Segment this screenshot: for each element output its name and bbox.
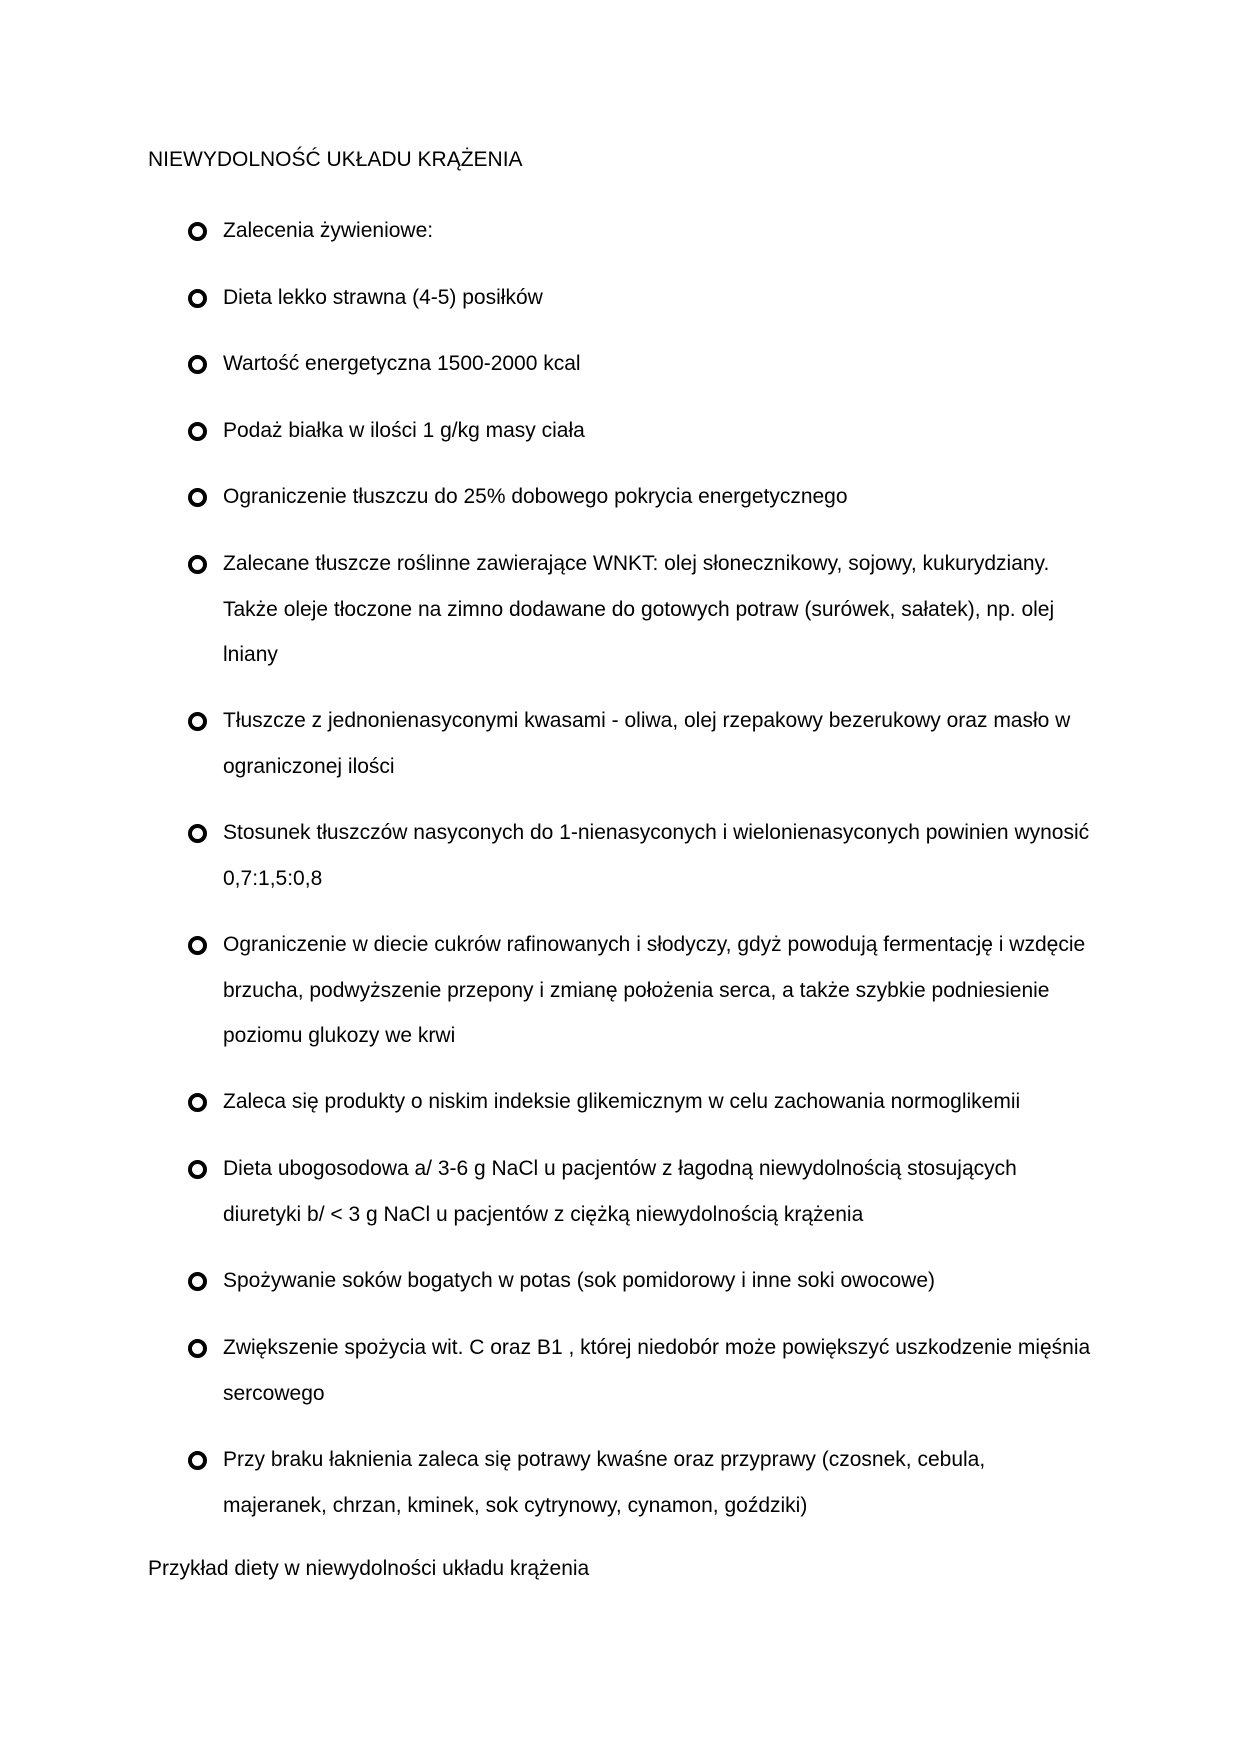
- bullet-icon: [188, 1451, 207, 1470]
- list-item-text: Dieta ubogosodowa a/ 3-6 g NaCl u pacjentów z łagodną niewydolnością stosujących diuretyki b/ < 3 g NaCl u pacjentów z ciężką niewydolnością krążenia: [223, 1157, 1017, 1226]
- bullet-icon: [188, 422, 207, 441]
- bullet-icon: [188, 355, 207, 374]
- bullet-icon: [188, 1272, 207, 1291]
- bullet-icon: [188, 1093, 207, 1112]
- list-item-text: Zalecenia żywieniowe:: [223, 219, 434, 242]
- list-item-text: Ograniczenie tłuszczu do 25% dobowego pokrycia energetycznego: [223, 485, 848, 508]
- list-item-text: Zaleca się produkty o niskim indeksie glikemicznym w celu zachowania normoglikemii: [223, 1090, 1021, 1113]
- bullet-icon: [188, 555, 207, 574]
- bullet-icon: [188, 712, 207, 731]
- bullet-icon: [188, 1339, 207, 1358]
- list-item-text: Wartość energetyczna 1500-2000 kcal: [223, 352, 581, 375]
- page-title: NIEWYDOLNOŚĆ UKŁADU KRĄŻENIA: [148, 148, 523, 171]
- bullet-icon: [188, 488, 207, 507]
- list-item-text: Zalecane tłuszcze roślinne zawierające WNKT: olej słonecznikowy, sojowy, kukurydziany. Także oleje tłoczone na zimno dodawane do gotowych potraw (surówek, sałatek), np. olej lniany: [223, 552, 1055, 666]
- list-item-text: Ograniczenie w diecie cukrów rafinowanych i słodyczy, gdyż powodują fermentację i wzdęcie brzucha, podwyższenie przepony i zmianę położenia serca, a także szybkie podniesienie poziomu glukozy we krwi: [223, 933, 1086, 1047]
- bullet-icon: [188, 936, 207, 955]
- bullet-icon: [188, 289, 207, 308]
- list-item-text: Przy braku łaknienia zaleca się potrawy kwaśne oraz przyprawy (czosnek, cebula, majeranek, chrzan, kminek, sok cytrynowy, cynamon, goździki): [223, 1448, 986, 1517]
- bullet-icon: [188, 1160, 207, 1179]
- section-subheading: Przykład diety w niewydolności układu krążenia: [148, 1557, 590, 1580]
- list-item-text: Spożywanie soków bogatych w potas (sok pomidorowy i inne soki owocowe): [223, 1269, 936, 1292]
- bullet-icon: [188, 824, 207, 843]
- list-item-text: Podaż białka w ilości 1 g/kg masy ciała: [223, 419, 585, 442]
- list-item-text: Dieta lekko strawna (4-5) posiłków: [223, 286, 543, 309]
- list-item-text: Tłuszcze z jednonienasyconymi kwasami - oliwa, olej rzepakowy bezerukowy oraz masło w ograniczonej ilości: [223, 709, 1071, 778]
- bullet-icon: [188, 222, 207, 241]
- list-item-text: Zwiększenie spożycia wit. C oraz B1 , której niedobór może powiększyć uszkodzenie mięśnia sercowego: [223, 1336, 1091, 1405]
- list-item-text: Stosunek tłuszczów nasyconych do 1-nienasyconych i wielonienasyconych powinien wynosić 0,7:1,5:0,8: [223, 821, 1090, 890]
